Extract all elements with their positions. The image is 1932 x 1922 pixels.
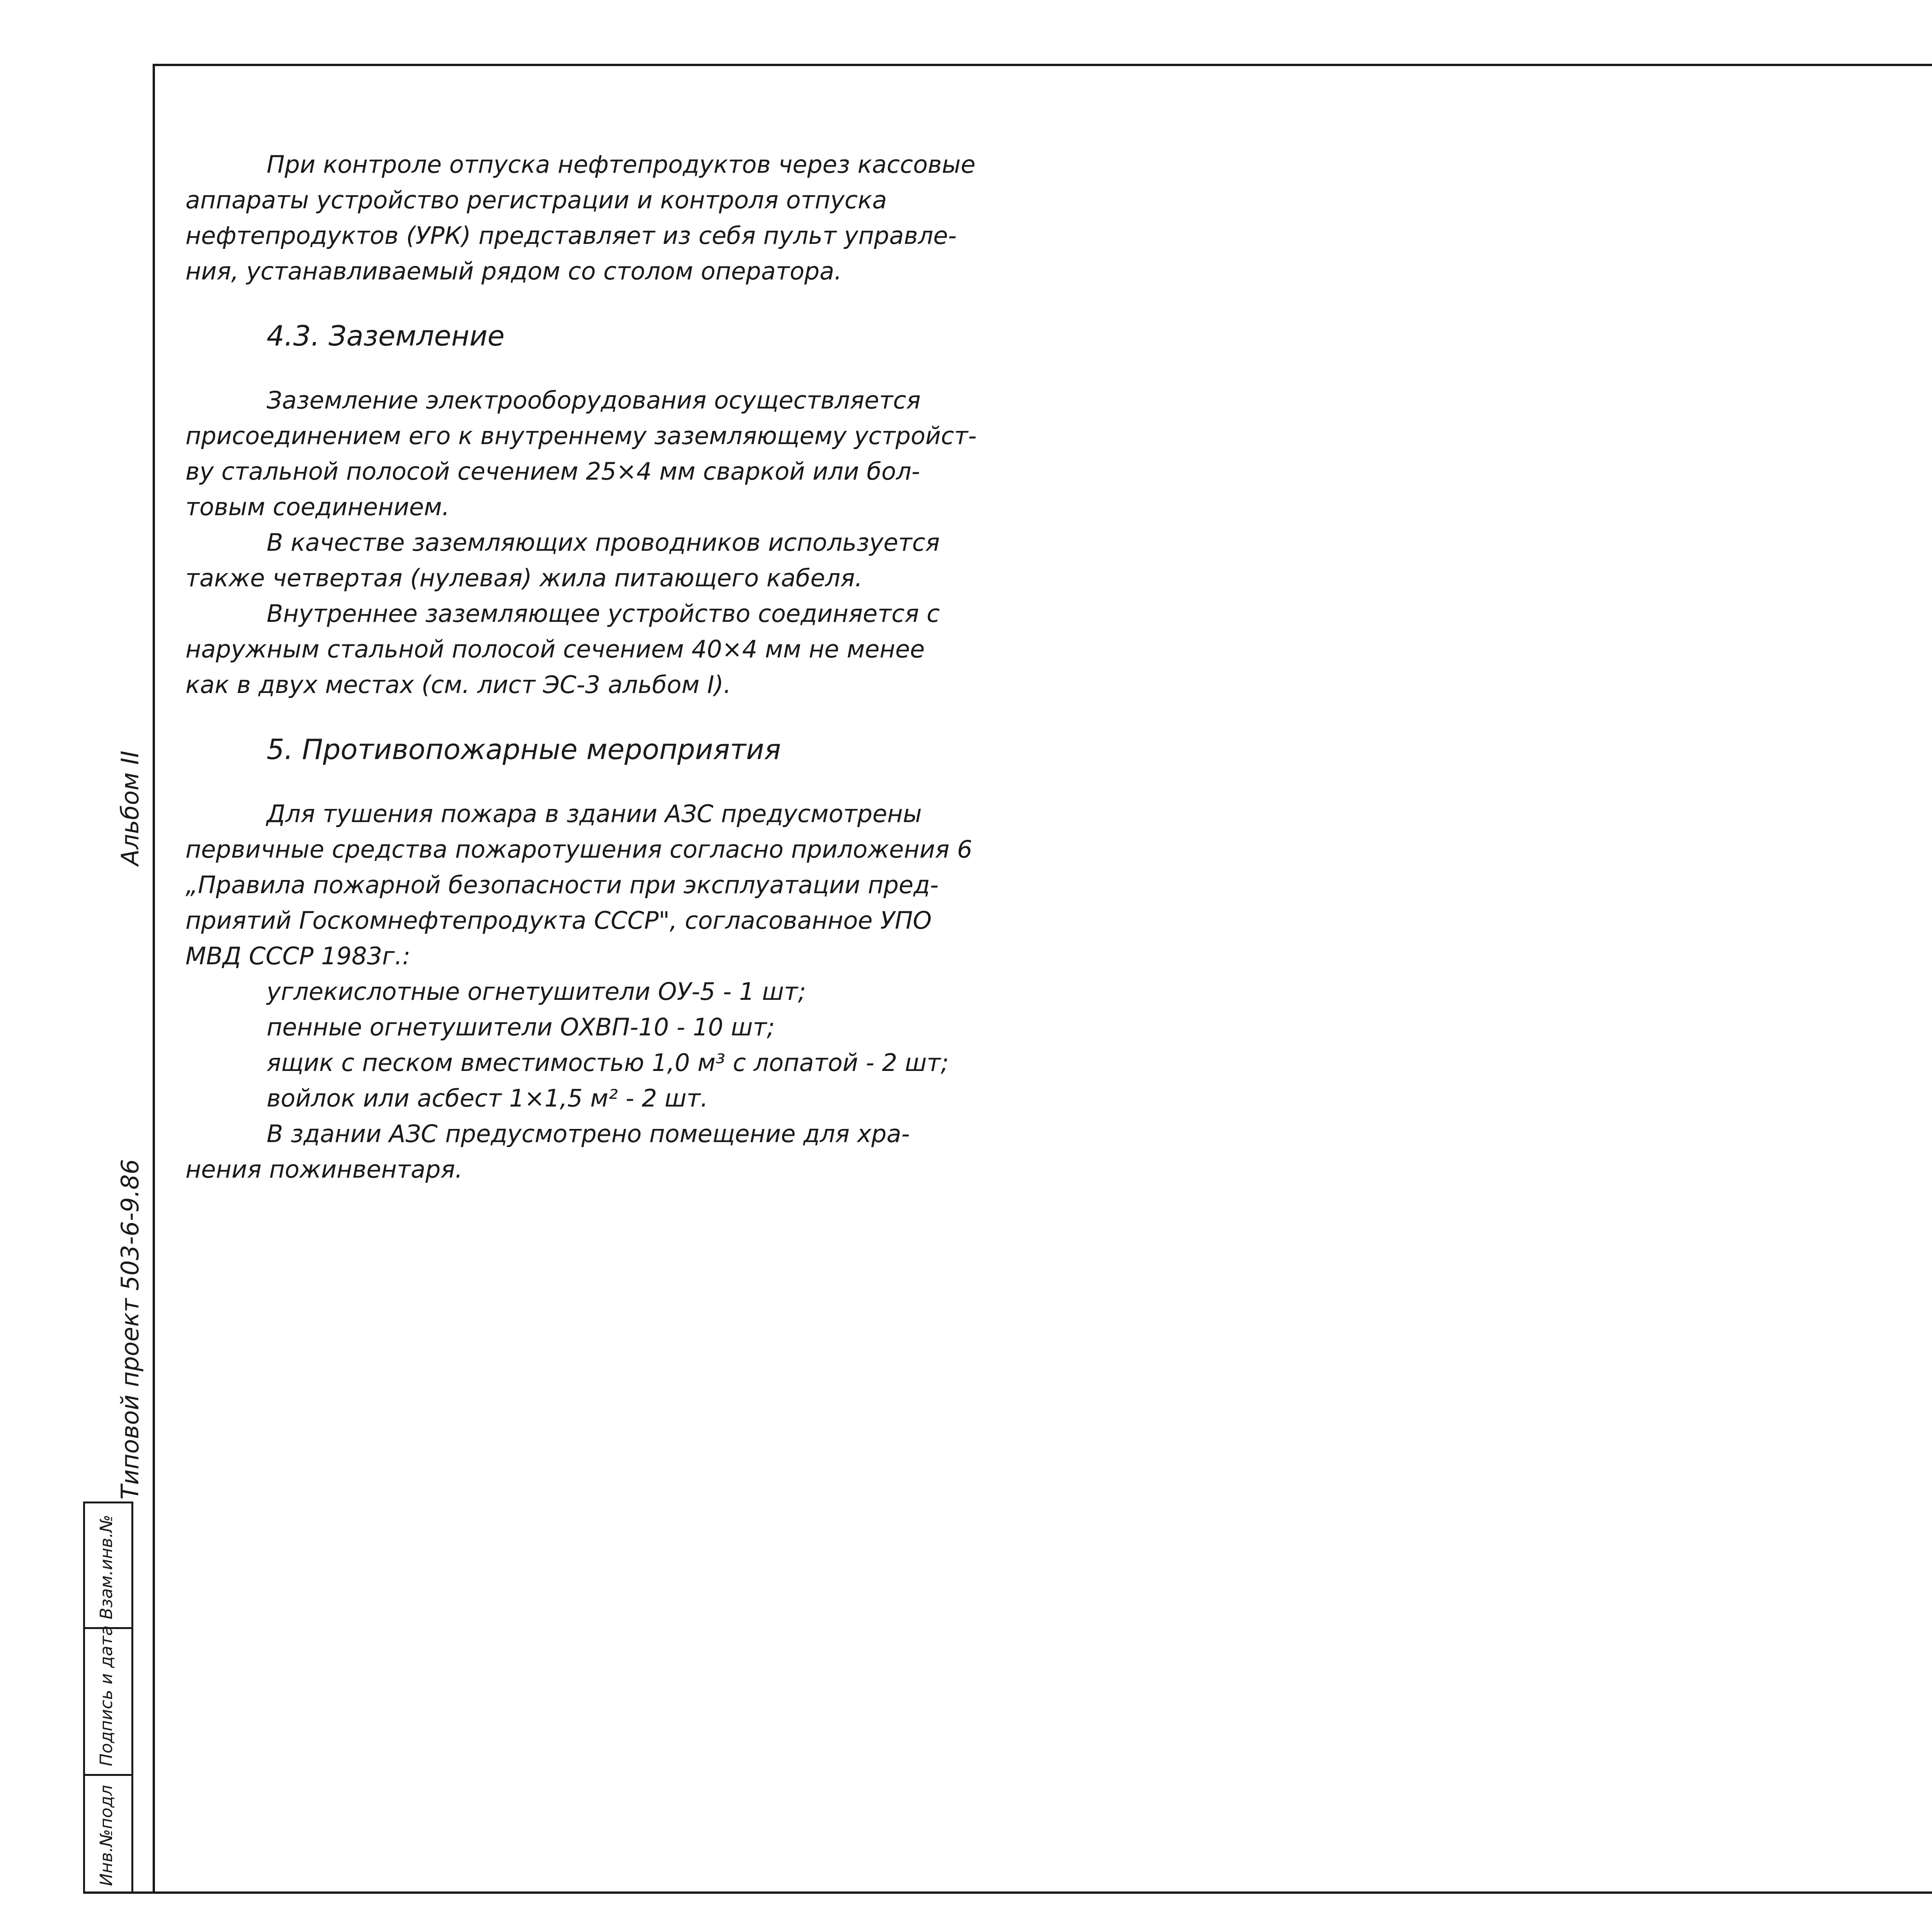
section-4-3-line: товым соединением. <box>185 493 450 521</box>
stamp-sign-date: Подпись и дата <box>97 1625 116 1766</box>
section-4-3-title: 4.3. Заземление <box>267 320 505 352</box>
intro-line: ния, устанавливаемый рядом со столом оператора. <box>185 257 842 285</box>
section-4-3-line: наружным стальной полосой сечением 40×4 мм не менее <box>185 635 925 663</box>
intro-line: нефтепродуктов (УРК) представляет из себя пульт управле- <box>185 221 957 250</box>
frame-bottom-border <box>83 1891 1932 1894</box>
document-body <box>185 147 1036 1187</box>
equipment-item: пенные огнетушители ОХВП-10 - 10 шт; <box>267 1013 775 1041</box>
equipment-item: ящик с песком вместимостью 1,0 м³ с лопатой - 2 шт; <box>267 1049 949 1077</box>
frame-top-border <box>155 64 1932 66</box>
section-4-3-line: В качестве заземляющих проводников используется <box>267 528 940 557</box>
closing-line: нения пожинвентаря. <box>185 1155 463 1183</box>
stamp-replace-inv: Взам.инв.№ <box>97 1515 116 1619</box>
project-label: Типовой проект 503-6-9.86 <box>116 1159 144 1500</box>
left-stamp-strip <box>83 1502 133 1894</box>
intro-line: аппараты устройство регистрации и контроля отпуска <box>185 186 887 214</box>
section-4-3-line: Внутреннее заземляющее устройство соединяется с <box>267 599 940 628</box>
stamp-divider-2 <box>85 1774 131 1776</box>
section-4-3-line: ву стальной полосой сечением 25×4 мм сваркой или бол- <box>185 457 920 485</box>
closing-line: В здании АЗС предусмотрено помещение для хра- <box>267 1120 910 1148</box>
equipment-item: углекислотные огнетушители ОУ-5 - 1 шт; <box>267 977 806 1006</box>
section-5-line: МВД СССР 1983г.: <box>185 942 411 970</box>
section-5-line: „Правила пожарной безопасности при эксплуатации пред- <box>185 871 939 899</box>
equipment-item: войлок или асбест 1×1,5 м² - 2 шт. <box>267 1084 708 1112</box>
section-5-line: первичные средства пожаротушения согласно приложения 6 <box>185 835 973 863</box>
stamp-inv-no: Инв.№подл <box>97 1785 116 1886</box>
section-4-3-line: как в двух местах (см. лист ЭС-3 альбом I). <box>185 671 731 699</box>
section-5-title: 5. Противопожарные мероприятия <box>267 733 781 766</box>
section-4-3-line: Заземление электрооборудования осуществляется <box>267 386 921 414</box>
section-5-line: Для тушения пожара в здании АЗС предусмотрены <box>267 800 922 828</box>
section-5-line: приятий Госкомнефтепродукта СССР", согласованное УПО <box>185 906 932 935</box>
frame-left-border <box>153 64 155 1894</box>
section-4-3-line: также четвертая (нулевая) жила питающего кабеля. <box>185 564 863 592</box>
album-label: Альбом II <box>116 751 144 866</box>
intro-line: При контроле отпуска нефтепродуктов через кассовые <box>267 150 976 179</box>
section-4-3-line: присоединением его к внутреннему заземляющему устройст- <box>185 422 977 450</box>
